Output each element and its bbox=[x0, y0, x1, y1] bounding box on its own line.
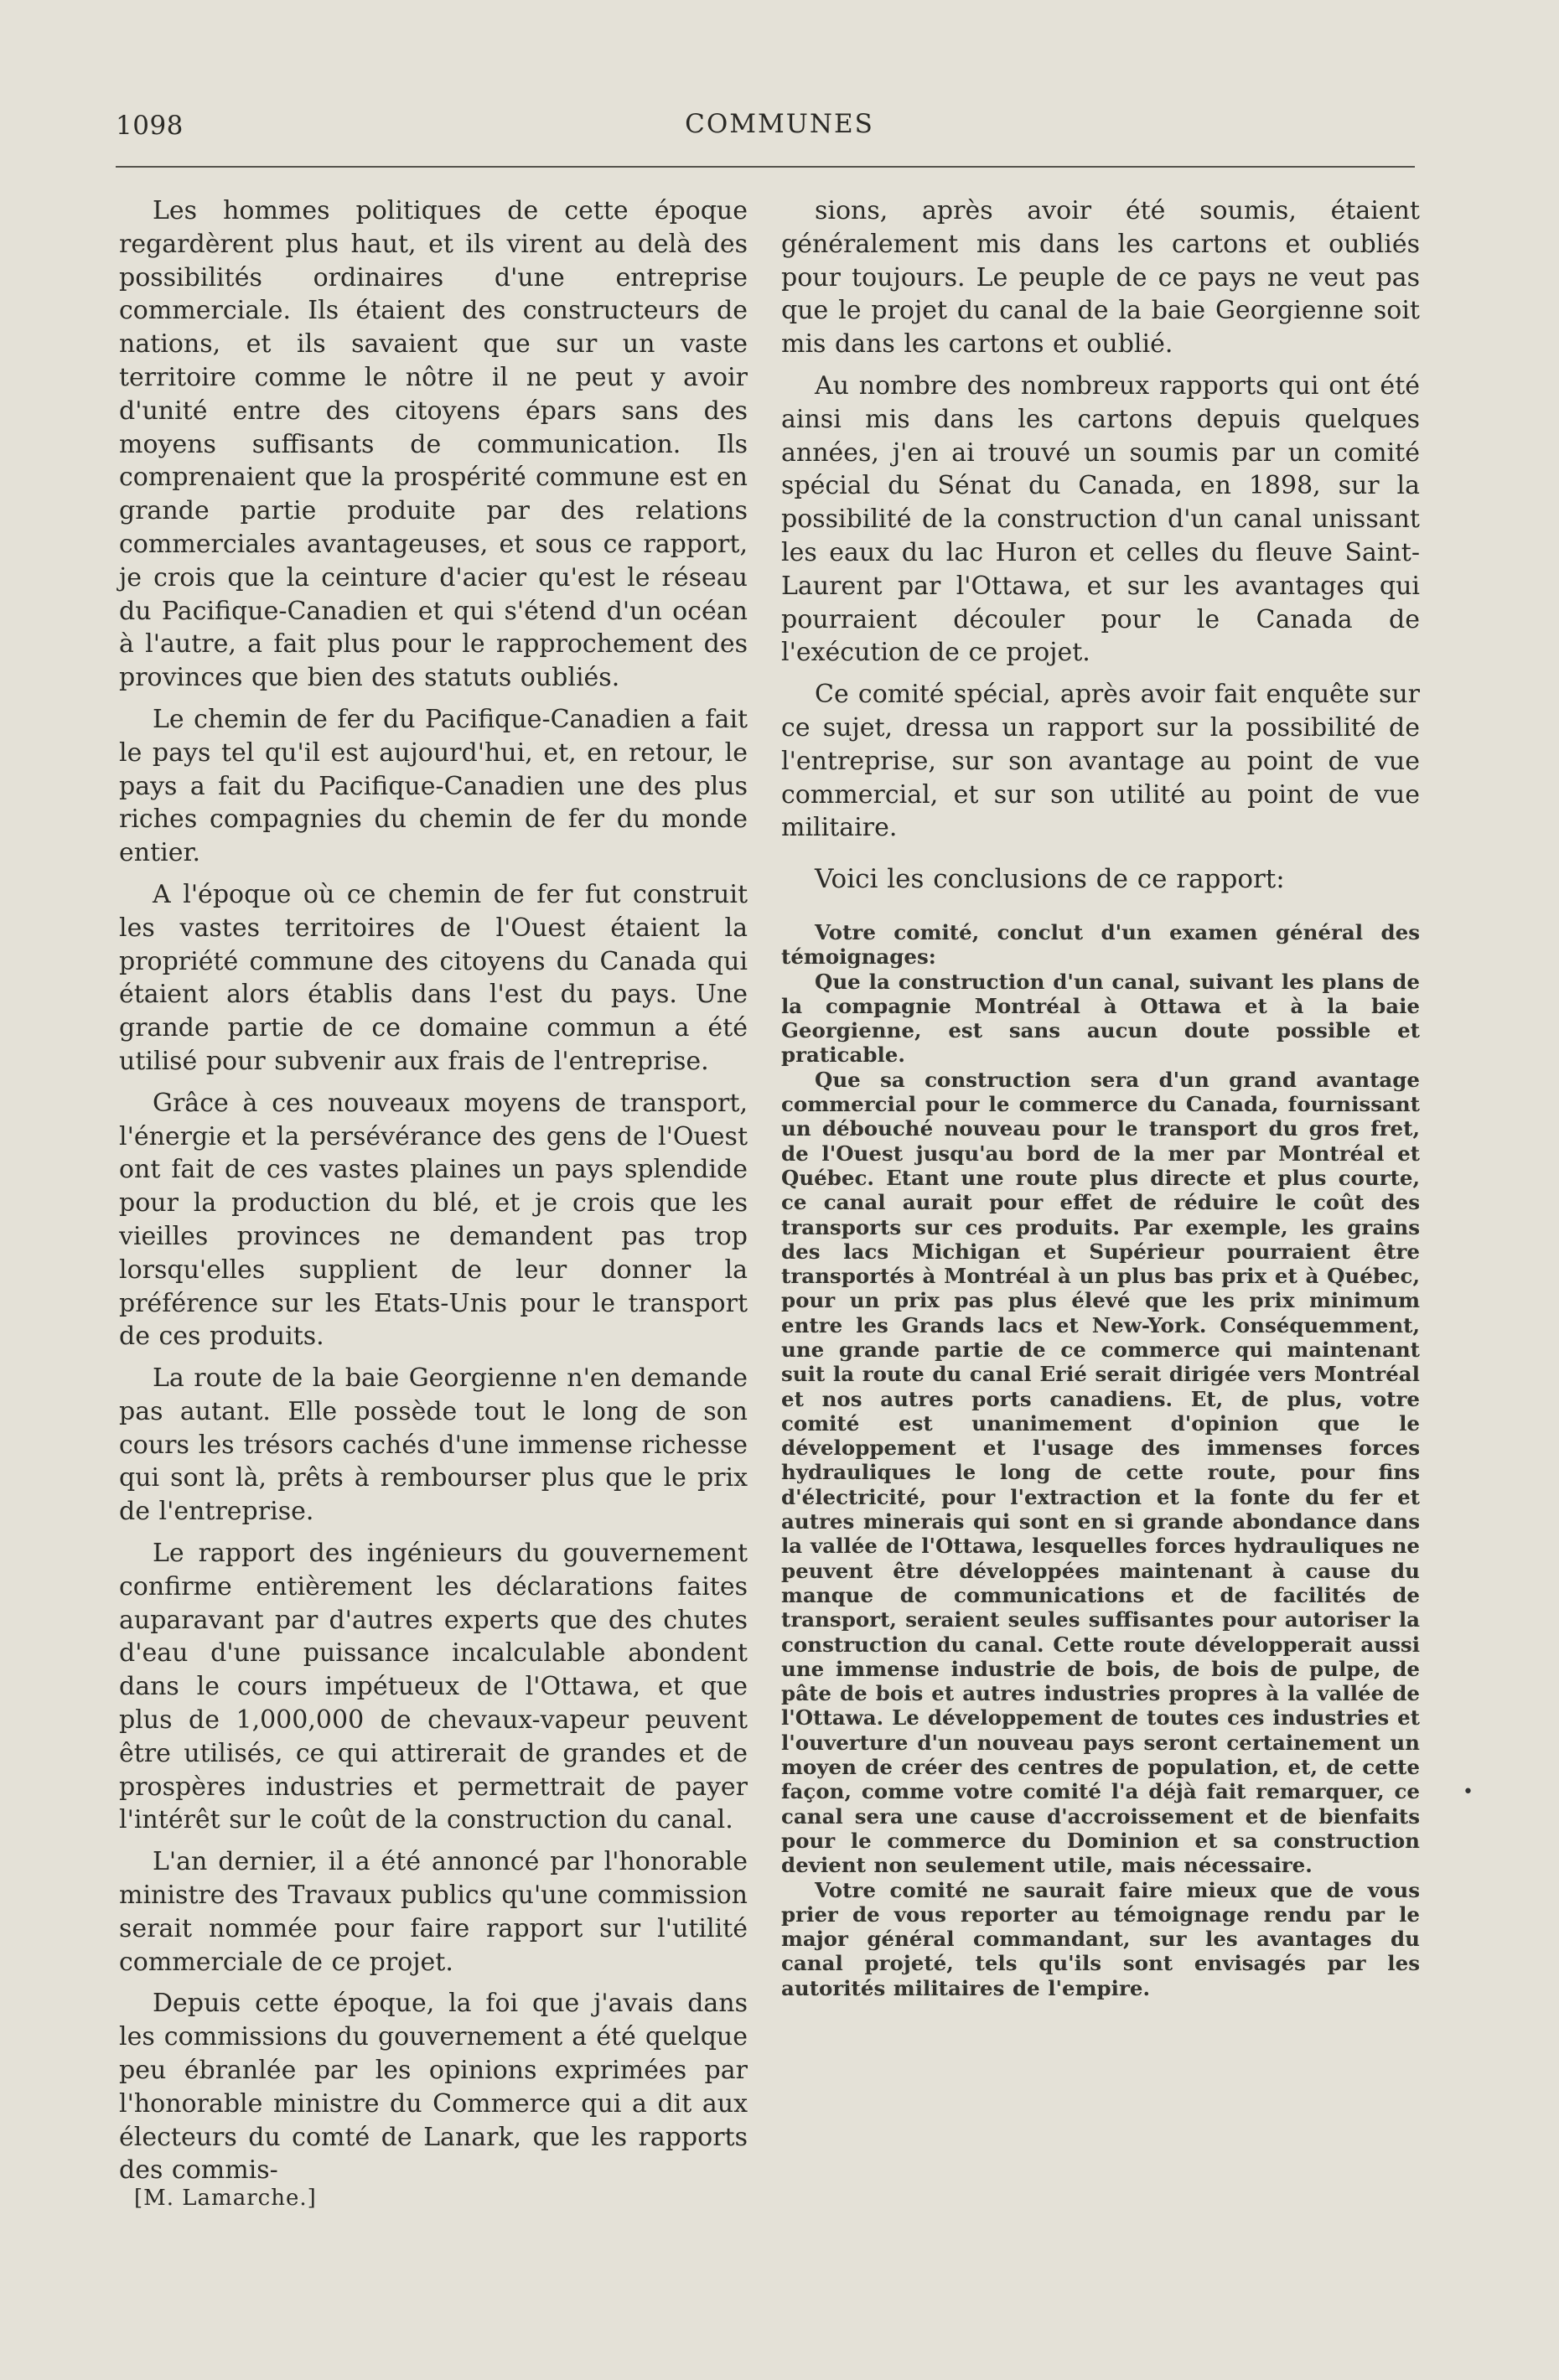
paragraph: sions, après avoir été soumis, étaient généralement mis dans les cartons et oubliés pour toujours. Le peuple de ce pays ne veut pas que le projet du canal de la baie Georgienne soit mis dans les cartons et oublié. bbox=[781, 196, 1420, 360]
quote-paragraph: Que la construction d'un canal, suivant les plans de la compagnie Montréal à Ottawa et à la baie Georgienne, est sans aucun doute possible et praticable. bbox=[781, 969, 1420, 1068]
quote-paragraph: Votre comité, conclut d'un examen général des témoignages: bbox=[781, 919, 1420, 970]
paragraph: L'an dernier, il a été annoncé par l'honorable ministre des Travaux publics qu'une commission serait nommée pour faire rapport sur l'utilité commerciale de ce projet. bbox=[119, 1847, 748, 1977]
paragraph: Les hommes politiques de cette époque regardèrent plus haut, et ils virent au delà des possibilités ordinaires d'une entreprise commerciale. Ils étaient des constructeurs de nations, et ils savaient que sur un vaste territoire comme le nôtre il ne peut y avoir d'unité entre des citoyens épars sans des moyens suffisants de communication. Ils comprenaient que la prospérité commune est en grande partie produite par des relations commerciales avantageuses, et sous ce rapport, je crois que la ceinture d'acier qu'est le réseau du Pacifique-Canadien et qui s'étend d'un océan à l'autre, a fait plus pour le rapprochement des provinces que bien des statuts oubliés. bbox=[119, 196, 748, 693]
paragraph: Ce comité spécial, après avoir fait enquête sur ce sujet, dressa un rapport sur la possibilité de l'entreprise, sur son avantage au point de vue commercial, et sur son utilité au point de vue militaire. bbox=[781, 680, 1420, 843]
paragraph: Au nombre des nombreux rapports qui ont été ainsi mis dans les cartons depuis quelques années, j'en ai trouvé un soumis par un comité spécial du Sénat du Canada, en 1898, sur la possibilité de la construction d'un canal unissant les eaux du lac Huron et celles du fleuve Saint-Laurent par l'Ottawa, et sur les avantages qui pourraient découler pour le Canada de l'exécution de ce projet. bbox=[781, 370, 1420, 668]
header-rule bbox=[116, 166, 1415, 168]
left-column bbox=[119, 194, 748, 2187]
paragraph: La route de la baie Georgienne n'en demande pas autant. Elle possède tout le long de son cours les trésors cachés d'une immense richesse qui sont là, prêts à rembourser plus que le prix de l'entreprise. bbox=[119, 1363, 748, 1527]
paragraph: Depuis cette époque, la foi que j'avais dans les commissions du gouvernement a été quelque peu ébranlée par les opinions exprimées par l'honorable ministre du Commerce qui a dit aux électeurs du comté de Lanark, que les rapports des commis- bbox=[119, 1989, 748, 2186]
quote-intro: Voici les conclusions de ce rapport: bbox=[815, 864, 1285, 895]
speaker-signature: [M. Lamarche.] bbox=[134, 2186, 317, 2211]
paragraph: Grâce à ces nouveaux moyens de transport, l'énergie et la persévérance des gens de l'Ouest ont fait de ces vastes plaines un pays splendide pour la production du blé, et je crois que les vieilles provinces ne demandent pas trop lorsqu'elles supplient de leur donner la préférence sur les Etats-Unis pour le transport de ces produits. bbox=[119, 1088, 748, 1352]
quote-paragraph: Votre comité ne saurait faire mieux que de vous prier de vous reporter au témoignage rendu par le major général commandant, sur les avantages du canal projeté, tels qu'ils sont envisagés par les autorités militaires de l'empire. bbox=[781, 1877, 1420, 2000]
margin-mark: • bbox=[1463, 1782, 1474, 1803]
paragraph: A l'époque où ce chemin de fer fut construit les vastes territoires de l'Ouest étaient la propriété commune des citoyens du Canada qui étaient alors établis dans l'est du pays. Une grande partie de ce domaine commun a été utilisé pour subvenir aux frais de l'entreprise. bbox=[119, 879, 748, 1076]
paragraph: Le rapport des ingénieurs du gouvernement confirme entièrement les déclarations faites auparavant par d'autres experts que des chutes d'eau d'une puissance incalculable abondent dans le cours impétueux de l'Ottawa, et que plus de 1,000,000 de chevaux-vapeur peuvent être utilisés, ce qui attirerait de grandes et de prospères industries et permettrait de payer l'intérêt sur le coût de la construction du canal. bbox=[119, 1539, 748, 1835]
report-quotation bbox=[781, 920, 1420, 2000]
running-head: COMMUNES bbox=[685, 109, 874, 139]
page-number: 1098 bbox=[116, 111, 184, 141]
paragraph: Le chemin de fer du Pacifique-Canadien a fait le pays tel qu'il est aujourd'hui, et, en retour, le pays a fait du Pacifique-Canadien une des plus riches compagnies du chemin de fer du monde entier. bbox=[119, 704, 748, 868]
right-column bbox=[781, 194, 1420, 2000]
quote-paragraph: Que sa construction sera d'un grand avantage commercial pour le commerce du Canada, fournissant un débouché nouveau pour le transport du gros fret, de l'Ouest jusqu'au bord de la mer par Montréal et Québec. Etant une route plus directe et plus courte, ce canal aurait pour effet de réduire le coût des transports sur ces produits. Par exemple, les grains des lacs Michigan et Supérieur pourraient être transportés à Montréal à un plus bas prix et à Québec, pour un prix pas plus élevé que les prix minimum entre les Grands lacs et New-York. Conséquemment, une grande partie de ce commerce qui maintenant suit la route du canal Erié serait dirigée vers Montréal et nos autres ports canadiens. Et, de plus, votre comité est unanimement d'opinion que le développement et l'usage des immenses forces hydrauliques le long de cette route, pour fins d'électricité, pour l'extraction et la fonte du fer et autres minerais qui sont en si grande abondance dans la vallée de l'Ottawa, lesquelles forces hydrauliques ne peuvent être développées maintenant à cause du manque de communications et de facilités de transport, seraient seules suffisantes pour autoriser la construction du canal. Cette route développerait aussi une immense industrie de bois, de bois de pulpe, de pâte de bois et autres industries propres à la vallée de l'Ottawa. Le développement de toutes ces industries et l'ouverture d'un nouveau pays seront certainement un moyen de créer des centres de population, et, de cette façon, comme votre comité l'a déjà fait remarquer, ce canal sera une cause d'accroissement et de bienfaits pour le commerce du Dominion et sa construction devient non seulement utile, mais nécessaire. bbox=[781, 1067, 1420, 1878]
